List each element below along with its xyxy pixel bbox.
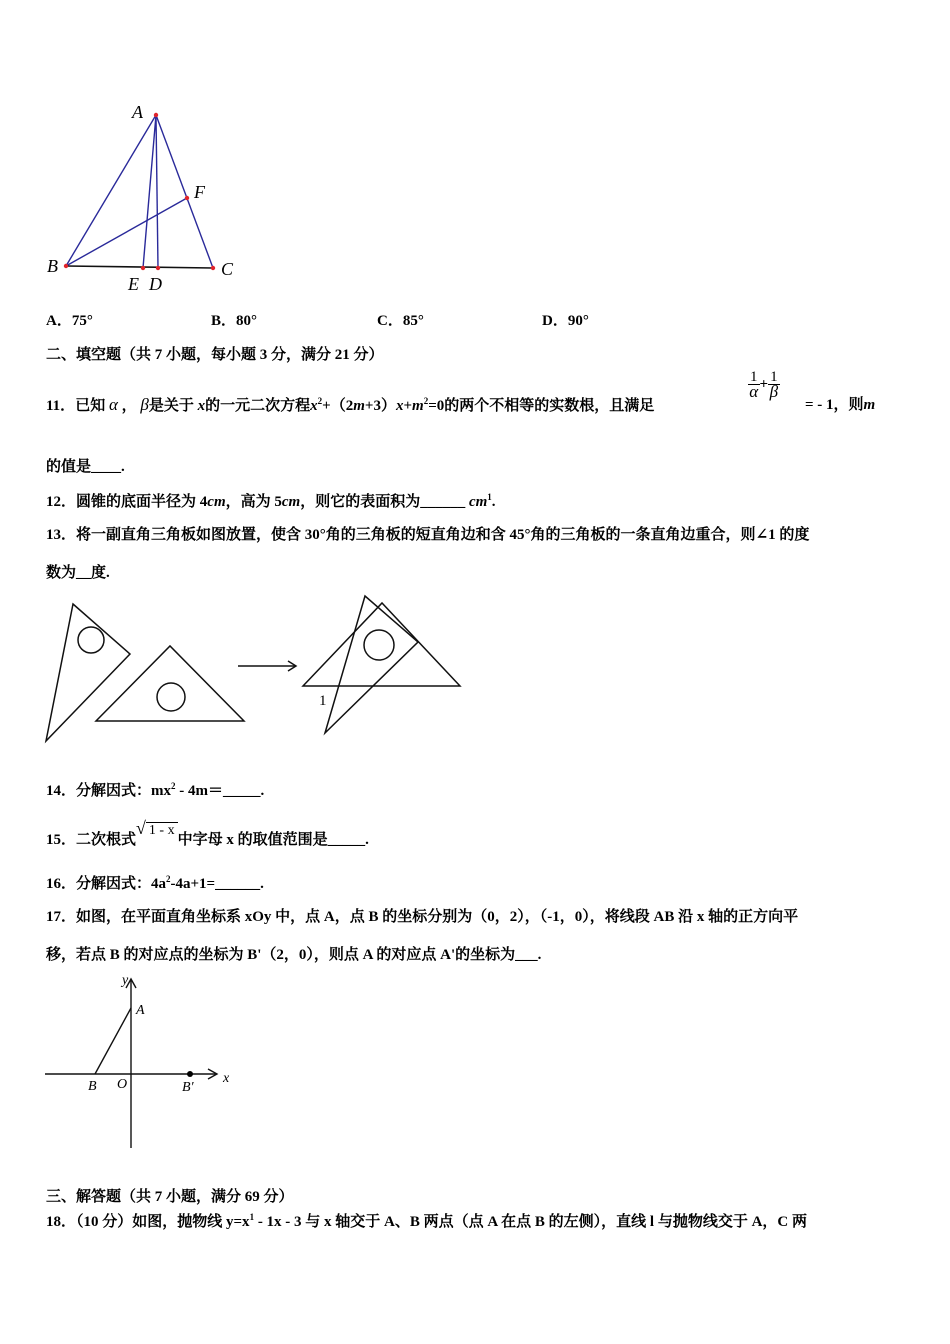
q16-text: -4a+1=______.	[170, 876, 264, 892]
label-b: B	[47, 256, 58, 276]
section-3-heading: 三、解答题（共 7 小题，满分 69 分）	[46, 1189, 294, 1205]
q12-number: 12．	[46, 494, 77, 510]
numerator: 1	[750, 369, 758, 385]
q11-text: 的两个不相等的实数根，且满足	[444, 398, 655, 414]
segment-bf	[66, 198, 187, 266]
q16-sup: 2	[166, 874, 171, 884]
unit-cm: cm	[468, 494, 488, 510]
q12-sup: 1	[487, 492, 492, 502]
question-17-line-1: 17．如图，在平面直角坐标系 xOy 中，点 A，点 B 的坐标分别为（0，2），（-1，0），将线段 AB 沿 x 轴的正方向平	[46, 909, 799, 925]
choice-value: 85°	[402, 313, 424, 329]
point-d	[156, 266, 160, 270]
triangle-hole	[364, 630, 394, 660]
q16-text: 16．分解因式：4a	[46, 876, 167, 892]
q10-triangle-figure	[40, 98, 250, 298]
choice-value: 90°	[567, 313, 589, 329]
unit-cm: cm	[207, 494, 226, 510]
radical-sign-icon: √	[136, 818, 146, 838]
q11-line-2: 的值是____.	[46, 459, 125, 475]
question-12	[46, 492, 496, 512]
choice-letter: D．	[542, 313, 568, 329]
q11-eq: = - 1，则	[805, 397, 864, 413]
q11-text: ，	[121, 398, 137, 414]
q18-text: 18．（10 分）如图，抛物线 y=x	[46, 1214, 250, 1230]
point-b	[64, 264, 68, 268]
q11-var: x	[310, 398, 318, 414]
label-o: O	[117, 1077, 128, 1092]
section-2-heading: 二、填空题（共 7 小题，每小题 3 分，满分 21 分）	[46, 347, 384, 363]
choice-letter: B．	[211, 313, 237, 329]
label-b-prime: B′	[182, 1080, 194, 1095]
q11-var: m	[412, 398, 424, 414]
triangle-hole	[78, 627, 104, 653]
question-16	[46, 874, 264, 894]
choice-value: 75°	[71, 313, 93, 329]
q11-eq: +3）	[364, 398, 396, 414]
alpha-symbol: α	[108, 395, 118, 414]
q11-var: x	[395, 398, 404, 414]
label-d: D	[149, 274, 162, 294]
q12-text: 圆锥的底面半径为 4	[76, 494, 208, 510]
fraction-one-over-beta	[768, 370, 780, 399]
segment-bc	[66, 266, 213, 268]
q11-var: x	[197, 398, 206, 414]
q14-text: 14．分解因式：mx	[46, 783, 171, 799]
choice-letter: A．	[46, 313, 72, 329]
q15-text: 15．二次根式	[46, 832, 137, 848]
radicand: 1 - x	[146, 822, 178, 838]
q11-fraction-expression	[748, 370, 780, 399]
q14-text: - 4m＝_____.	[175, 783, 265, 799]
label-e: E	[128, 274, 139, 294]
segment-ab	[95, 1008, 131, 1074]
triangle-30-combined	[325, 596, 418, 733]
q11-number: 11．	[46, 398, 76, 414]
q11-eq: =0	[428, 398, 445, 414]
label-a: A	[132, 102, 143, 122]
q17-coordinate-figure	[40, 972, 250, 1154]
q11-sup: 2	[317, 396, 323, 406]
q11-text: 已知	[75, 398, 106, 414]
question-13-line-2: 数为__度.	[46, 565, 110, 581]
plus-sign: +	[759, 376, 769, 393]
point-e	[141, 266, 145, 270]
question-17-line-2: 移，若点 B 的对应点的坐标为 B'（2，0），则点 A 的对应点 A'的坐标为___.	[46, 947, 542, 963]
q11-tail	[805, 395, 875, 415]
q11-var: m	[863, 397, 876, 413]
q18-text: - 1x - 3 与 x 轴交于 A、B 两点（点 A 在点 B 的左侧），直线 l 与抛物线交于 A，C 两	[254, 1214, 807, 1230]
segment-ab	[66, 115, 156, 266]
label-a: A	[136, 1003, 145, 1018]
q10-choice-d	[542, 311, 589, 331]
question-13-line-1: 13．将一副直角三角板如图放置，使含 30°角的三角板的短直角边和含 45°角的三角板的一条直角边重合，则∠1 的度	[46, 527, 810, 543]
label-b: B	[88, 1079, 97, 1094]
q11-eq: +（2	[322, 398, 354, 414]
q18-sup: 1	[249, 1212, 255, 1222]
q12-text: ，高为 5	[225, 494, 282, 510]
segment-ad	[156, 115, 158, 268]
sqrt-expression	[136, 818, 178, 841]
q13-set-squares-figure	[40, 590, 470, 750]
angle-1-label: 1	[319, 693, 327, 709]
fraction-one-over-alpha	[748, 370, 760, 399]
q10-choice-c	[377, 311, 424, 331]
x-axis-label: x	[223, 1071, 230, 1086]
beta-symbol: β	[140, 395, 149, 414]
q12-text: ，则它的表面积为______	[300, 494, 469, 510]
label-c: C	[221, 259, 234, 279]
denominator: β	[769, 382, 779, 401]
denominator: α	[749, 382, 759, 401]
point-a	[154, 113, 158, 117]
unit-cm: cm	[281, 494, 301, 510]
q11-sup: 2	[423, 396, 429, 406]
point-c	[211, 266, 215, 270]
choice-letter: C．	[377, 313, 403, 329]
y-axis-label: y	[122, 973, 129, 988]
numerator: 1	[770, 369, 778, 385]
segment-ae	[143, 115, 156, 268]
question-15	[46, 818, 369, 851]
point-f	[185, 196, 189, 200]
q14-sup: 2	[171, 781, 176, 791]
q11-var: m	[353, 398, 365, 414]
choice-value: 80°	[236, 313, 258, 329]
q15-text: 中字母 x 的取值范围是_____.	[177, 832, 369, 848]
question-11	[46, 395, 654, 416]
question-14	[46, 781, 264, 801]
triangle-hole	[157, 683, 185, 711]
q10-choice-a	[46, 311, 93, 331]
point-b-prime	[187, 1071, 193, 1077]
triangle-45-combined	[303, 603, 460, 686]
q11-eq: +	[403, 398, 413, 414]
q10-choice-b	[211, 311, 257, 331]
q11-text: 的一元二次方程	[205, 398, 311, 414]
q12-text: .	[491, 494, 496, 510]
q11-text: 是关于	[148, 398, 194, 414]
label-f: F	[194, 182, 205, 202]
question-18	[46, 1212, 807, 1232]
